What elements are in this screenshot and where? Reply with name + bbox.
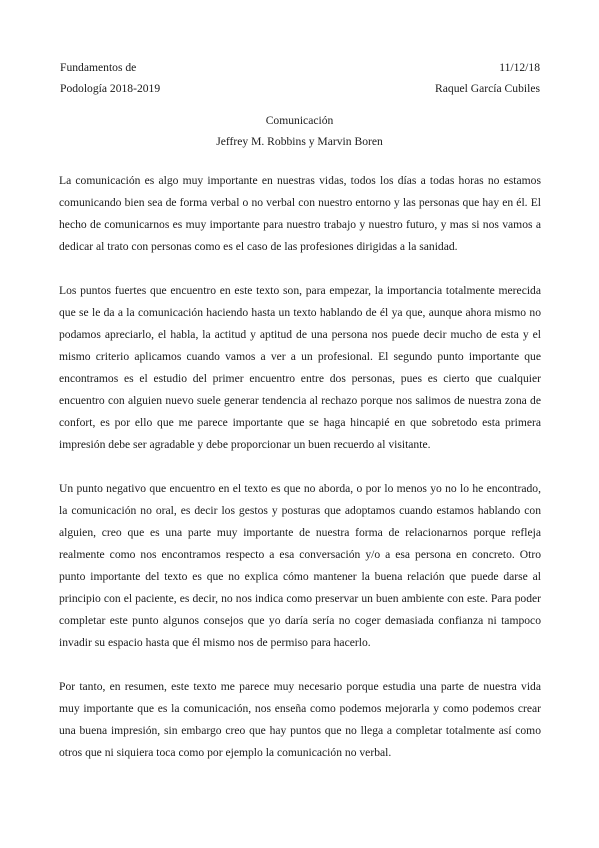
author-name: Raquel García Cubiles [435, 82, 540, 95]
paragraph-intro: La comunicación es algo muy importante en nuestras vidas, todos los días a todas horas no estamos comunicando bien sea de forma verbal o no verbal con nuestro entorno y las personas que hay en él. El hecho de comunicarnos es muy importante para nuestro trabajo y nuestro futuro, y mas si nos vamos a dedicar al trato con personas como es el caso de las profesiones dirigidas a la sanidad. [59, 174, 541, 253]
paragraph-strengths: Los puntos fuertes que encuentro en este texto son, para empezar, la importancia totalmente merecida que se le da a la comunicación haciendo hasta un texto hablando de él ya que, aunque ahora mismo no podamos apreciarlo, el habla, la actitud y aptitud de una persona nos puede decir mucho de esta y el mismo criterio aplicamos cuando vamos a ver a un profesional. El segundo punto importante que encontramos es el estudio del primer encuentro entre dos personas, pues es cierto que cualquier encuentro con alguien nuevo suele generar tendencia al rechazo porque nos salimos de nuestra zona de confort, es por ello que me parece importante que se haga hincapié en que sobretodo esta primera impresión debe ser agradable y debe proporcionar un buen recuerdo al visitante. [59, 284, 541, 451]
document-date: 11/12/18 [499, 61, 540, 74]
paragraph-weaknesses: Un punto negativo que encuentro en el texto es que no aborda, o por lo menos yo no lo he encontrado, la comunicación no oral, es decir los gestos y posturas que adoptamos cuando estamos hablando con alguien, creo que es una parte muy importante de nuestra forma de relacionarnos porque refleja realmente como nos encontramos respecto a esa conversación y/o a esa persona en concreto. Otro punto importante del texto es que no explica cómo mantener la buena relación que puede darse al principio con el paciente, es decir, no nos indica como preservar un buen ambiente con este. Para poder completar este punto algunos consejos que yo daría sería no coger demasiada confianza ni tampoco invadir su espacio hasta que él mismo nos de permiso para hacerlo. [59, 482, 541, 649]
document-title: Comunicación [265, 114, 334, 127]
course-name: Fundamentos de [60, 61, 137, 74]
page-header [60, 57, 540, 99]
paragraph-conclusion: Por tanto, en resumen, este texto me parece muy necesario porque estudia una parte de nuestra vida muy importante que es la comunicación, nos enseña como podemos mejorarla y como podemos crear una buena impresión, sin embargo creo que hay puntos que no llega a completar totalmente así como otros que ni siquiera toca como por ejemplo la comunicación no verbal. [59, 680, 541, 759]
course-year: Podología 2018-2019 [60, 82, 161, 95]
title-block [0, 110, 599, 152]
header-right [435, 57, 540, 99]
document-body [59, 170, 541, 786]
source-authors: Jeffrey M. Robbins y Marvin Boren [216, 135, 383, 148]
header-left [60, 57, 160, 99]
